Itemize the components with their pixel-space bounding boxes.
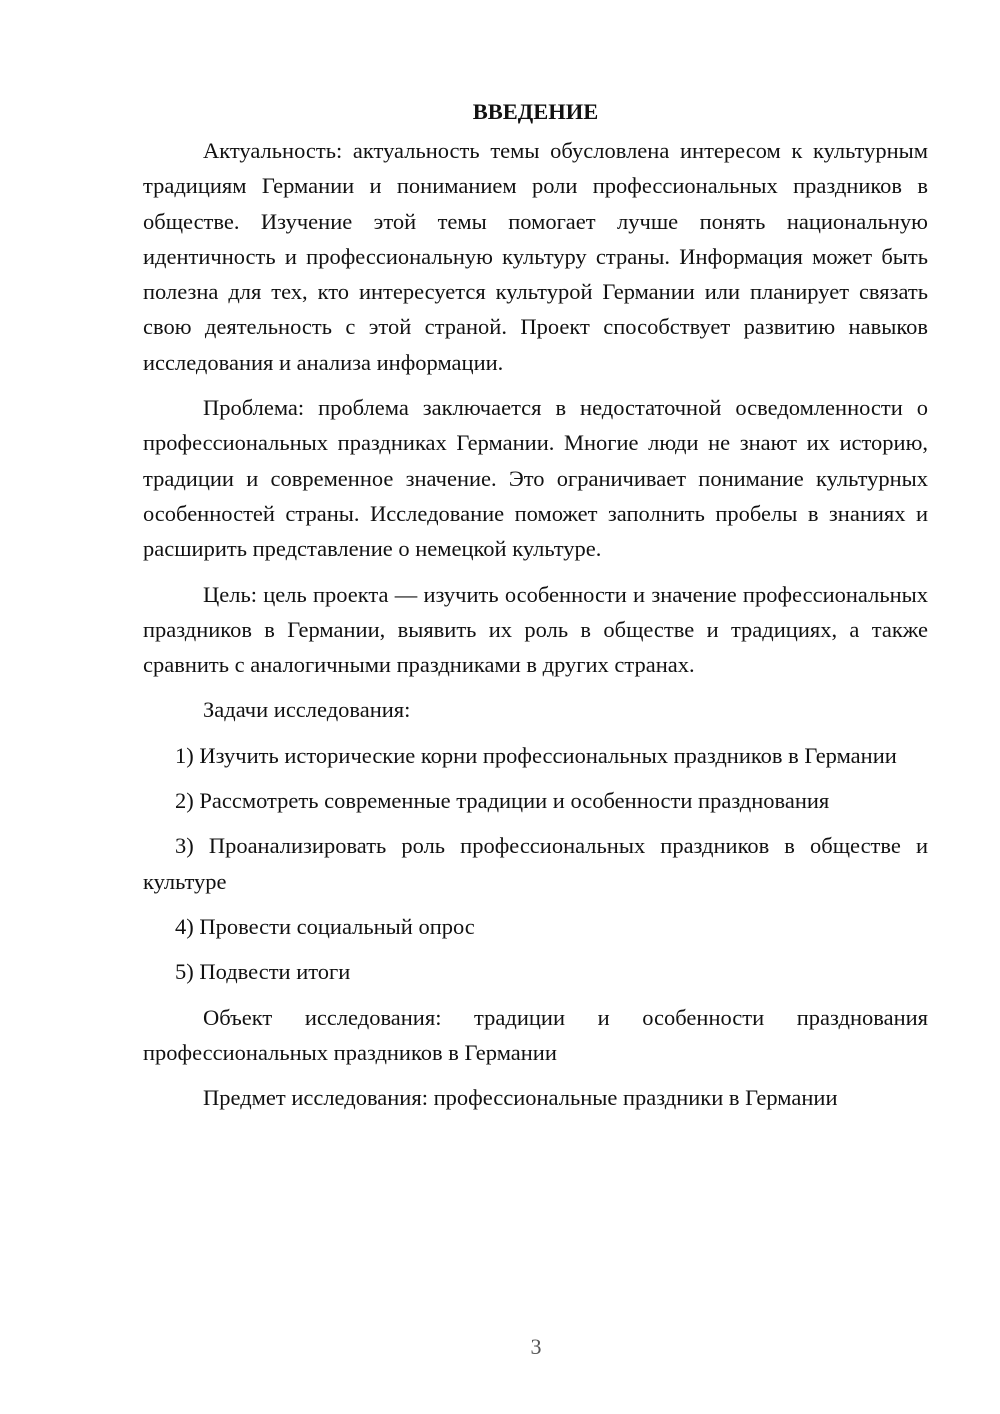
task-item-3: 3) Проанализировать роль профессиональных праздников в обществе и культуре [143, 833, 928, 894]
tasks-heading: Задачи исследования: [203, 697, 411, 723]
section-title: ВВЕДЕНИЕ [472, 99, 599, 124]
relevance-paragraph: Актуальность: актуальность темы обусловлена интересом к культурным традициям Германии и пониманием роли профессиональных праздников в обществе. Изучение этой темы помогает лучше понять национальную идентичность и профессиональную культуру страны. Информация может быть полезна для тех, кто интересуется культурой Германии или планирует связать свою деятельность с этой страной. Проект способствует развитию навыков исследования и анализа информации. [143, 138, 928, 375]
problem-paragraph: Проблема: проблема заключается в недостаточной осведомленности о профессиональных праздниках Германии. Многие люди не знают их историю, традиции и современное значение. Это ограничивает понимание культурных особенностей страны. Исследование поможет заполнить пробелы в знаниях и расширить представление о немецкой культуре. [143, 395, 928, 562]
page-content [143, 94, 928, 1125]
page-number: 3 [530, 1334, 542, 1359]
task-item-4: 4) Провести социальный опрос [175, 913, 475, 939]
research-subject-paragraph: Предмет исследования: профессиональные праздники в Германии [203, 1085, 838, 1111]
task-item-1: 1) Изучить исторические корни профессиональных праздников в Германии [175, 742, 897, 768]
goal-paragraph: Цель: цель проекта — изучить особенности и значение профессиональных праздников в Германии, выявить их роль в обществе и традициях, а также сравнить с аналогичными праздниками в других странах. [143, 581, 928, 678]
task-item-2: 2) Рассмотреть современные традиции и особенности празднования [175, 788, 830, 814]
research-object-paragraph: Объект исследования: традиции и особенности празднования профессиональных праздников в Германии [143, 1004, 928, 1065]
task-item-5: 5) Подвести итоги [175, 959, 351, 985]
